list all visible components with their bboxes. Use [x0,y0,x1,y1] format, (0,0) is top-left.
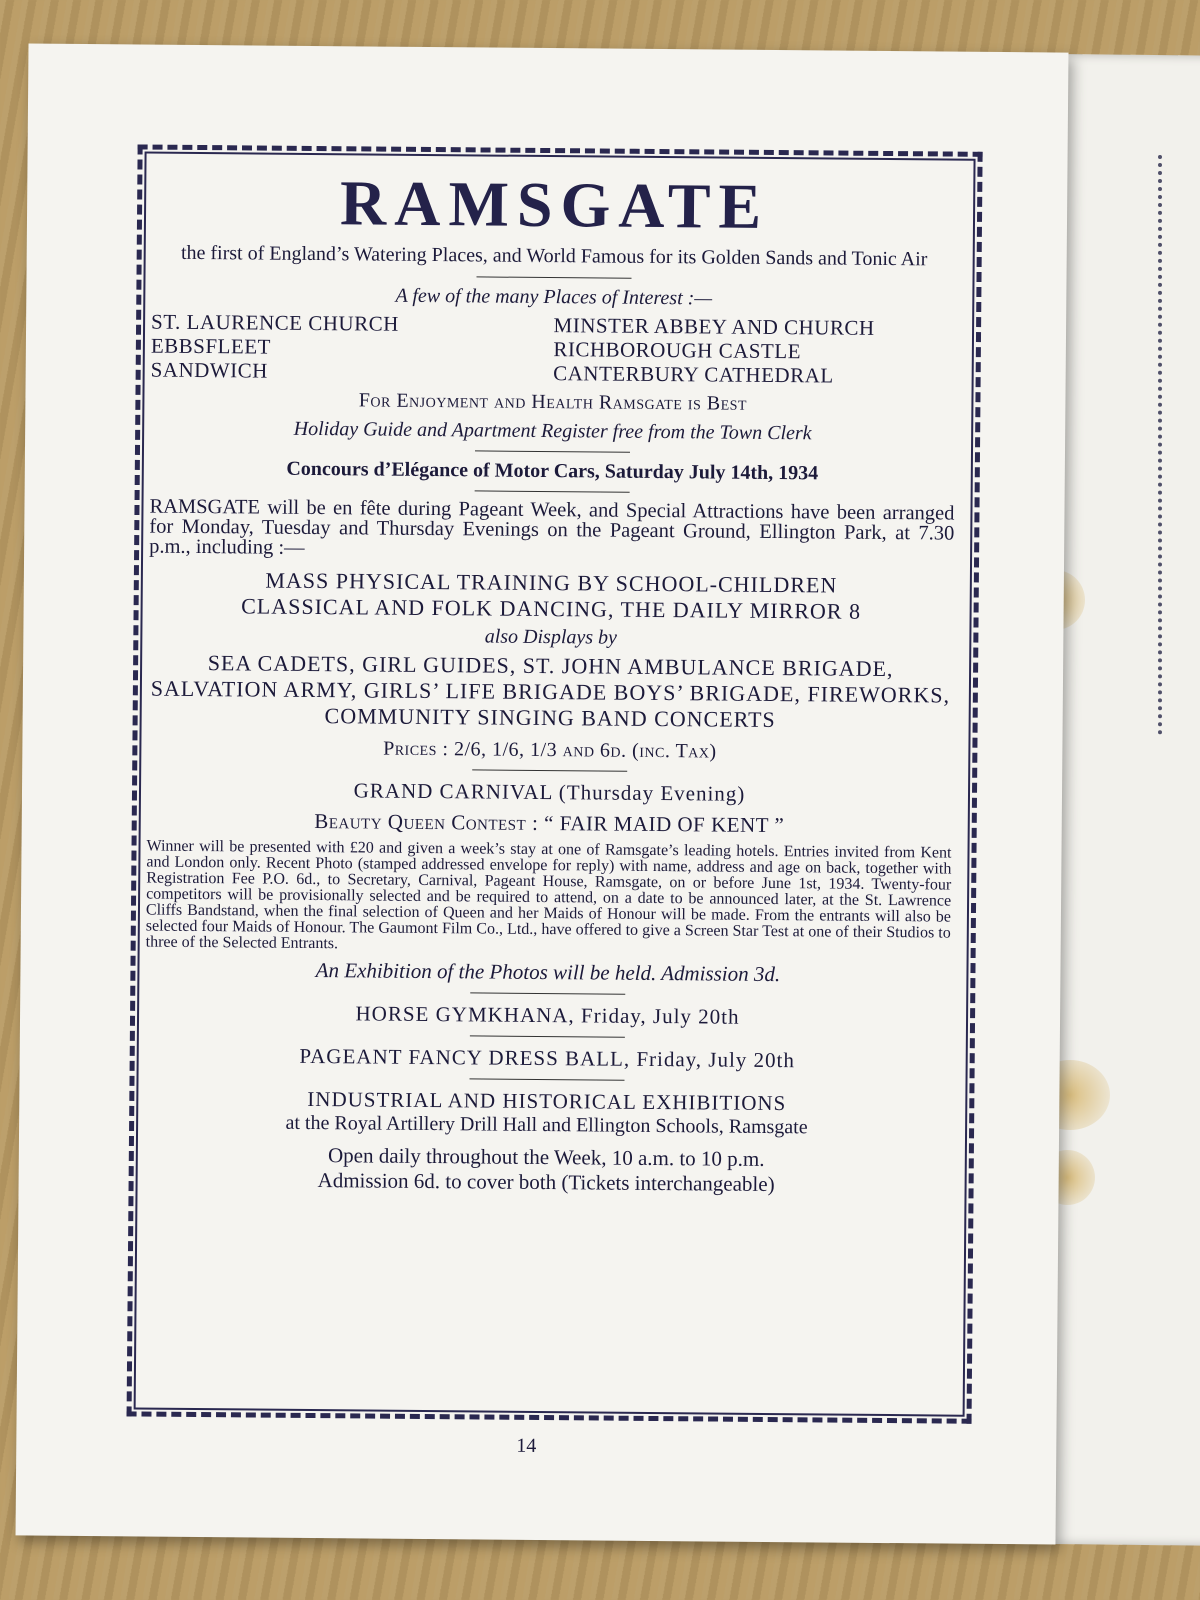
place-item: EBBSFLEET [150,333,272,359]
attractions-line-1: MASS PHYSICAL TRAINING BY SCHOOL-CHILDREN [265,567,838,598]
divider [470,1078,625,1080]
industrial-exhibitions: INDUSTRIAL AND HISTORICAL EXHIBITIONS [307,1086,787,1116]
page-title: RAMSGATE [339,167,770,242]
admission: Admission 6d. to cover both (Tickets interchangeable) [317,1168,775,1197]
places-list [151,310,957,389]
attractions-line-2: CLASSICAL AND FOLK DANCING, THE DAILY MIRROR 8 [241,593,862,624]
displays-list: SEA CADETS, GIRL GUIDES, ST. JOHN AMBULANCE BRIGADE, SALVATION ARMY, GIRLS’ LIFE BRIGADE BOYS’ BRIGADE, FIREWORKS, COMMUNITY SINGING BAND CONCERTS [150,650,951,733]
holiday-guide: Holiday Guide and Apartment Register free from the Town Clerk [293,417,812,445]
horse-gymkhana: HORSE GYMKHANA, Friday, July 20th [355,1001,740,1029]
place-item: SANDWICH [150,357,268,383]
also-displays: also Displays by [484,625,618,649]
divider [475,450,630,452]
prices: Prices : 2/6, 1/6, 1/3 and 6d. (inc. Tax) [383,737,717,763]
divider [475,490,630,492]
places-left-column [151,310,554,386]
places-right-column [553,313,956,389]
beauty-details: Winner will be presented with £20 and given a week’s stay at one of Ramsgate’s leading hotels. Entries invited from Kent and London only. Recent Photo (stamped addressed envelope for reply) with name, address and age on back, together with Registration Fee P.O. 6d., to Secretary, Carnival, Pageant House, Ramsgate, on or before June 1st, 1934. Twenty-four competitors will be provisionally selected and be required to attend, on a date to be announced later, at the St. Lawrence Cliffs Bandstand, when the final selection of Queen and her Maids of Honour will be made. From the entrants will also be selected four Maids of Honour. The Gaumont Film Co., Ltd., have offered to give a Screen Star Test at one of their Studios to three of the Selected Entrants. [145,837,952,953]
fancy-dress-ball: PAGEANT FANCY DRESS BALL, Friday, July 20th [299,1043,796,1073]
fete-paragraph: RAMSGATE will be en fête during Pageant Week, and Special Attractions have been arranged for Monday, Tuesday and Thursday Evenings on the Pageant Ground, Ellington Park, at 7.30 p.m., including :— [149,495,955,559]
place-item: RICHBOROUGH CASTLE [553,337,802,364]
place-item: CANTERBURY CATHEDRAL [553,361,834,388]
divider [470,1035,625,1037]
place-item: ST. LAURENCE CHURCH [151,309,399,336]
grand-carnival: GRAND CARNIVAL (Thursday Evening) [353,778,746,806]
divider [477,276,632,278]
facing-page-border [1158,155,1168,735]
concours: Concours d’Elégance of Motor Cars, Saturday July 14th, 1934 [286,457,819,485]
photo-exhibition: An Exhibition of the Photos will be held. Admission 3d. [315,958,781,987]
divider [470,992,625,994]
page-number: 14 [516,1434,537,1457]
place-item: MINSTER ABBEY AND CHURCH [553,313,875,340]
beauty-contest: Beauty Queen Contest : “ FAIR MAID OF KENT ” [314,809,785,838]
places-intro: A few of the many Places of Interest :— [395,284,713,310]
opening-hours: Open daily throughout the Week, 10 a.m. to 10 p.m. [327,1143,765,1171]
page-content [144,157,958,1199]
enjoyment-slogan: For Enjoyment and Health Ramsgate is Best [358,389,748,415]
divider [472,769,627,771]
exhibition-location: at the Royal Artillery Drill Hall and Ellington Schools, Ramsgate [285,1111,808,1139]
leaflet-page [16,43,1069,1544]
subtitle: the first of England’s Watering Places, and World Famous for its Golden Sands and Tonic Air [180,241,928,271]
